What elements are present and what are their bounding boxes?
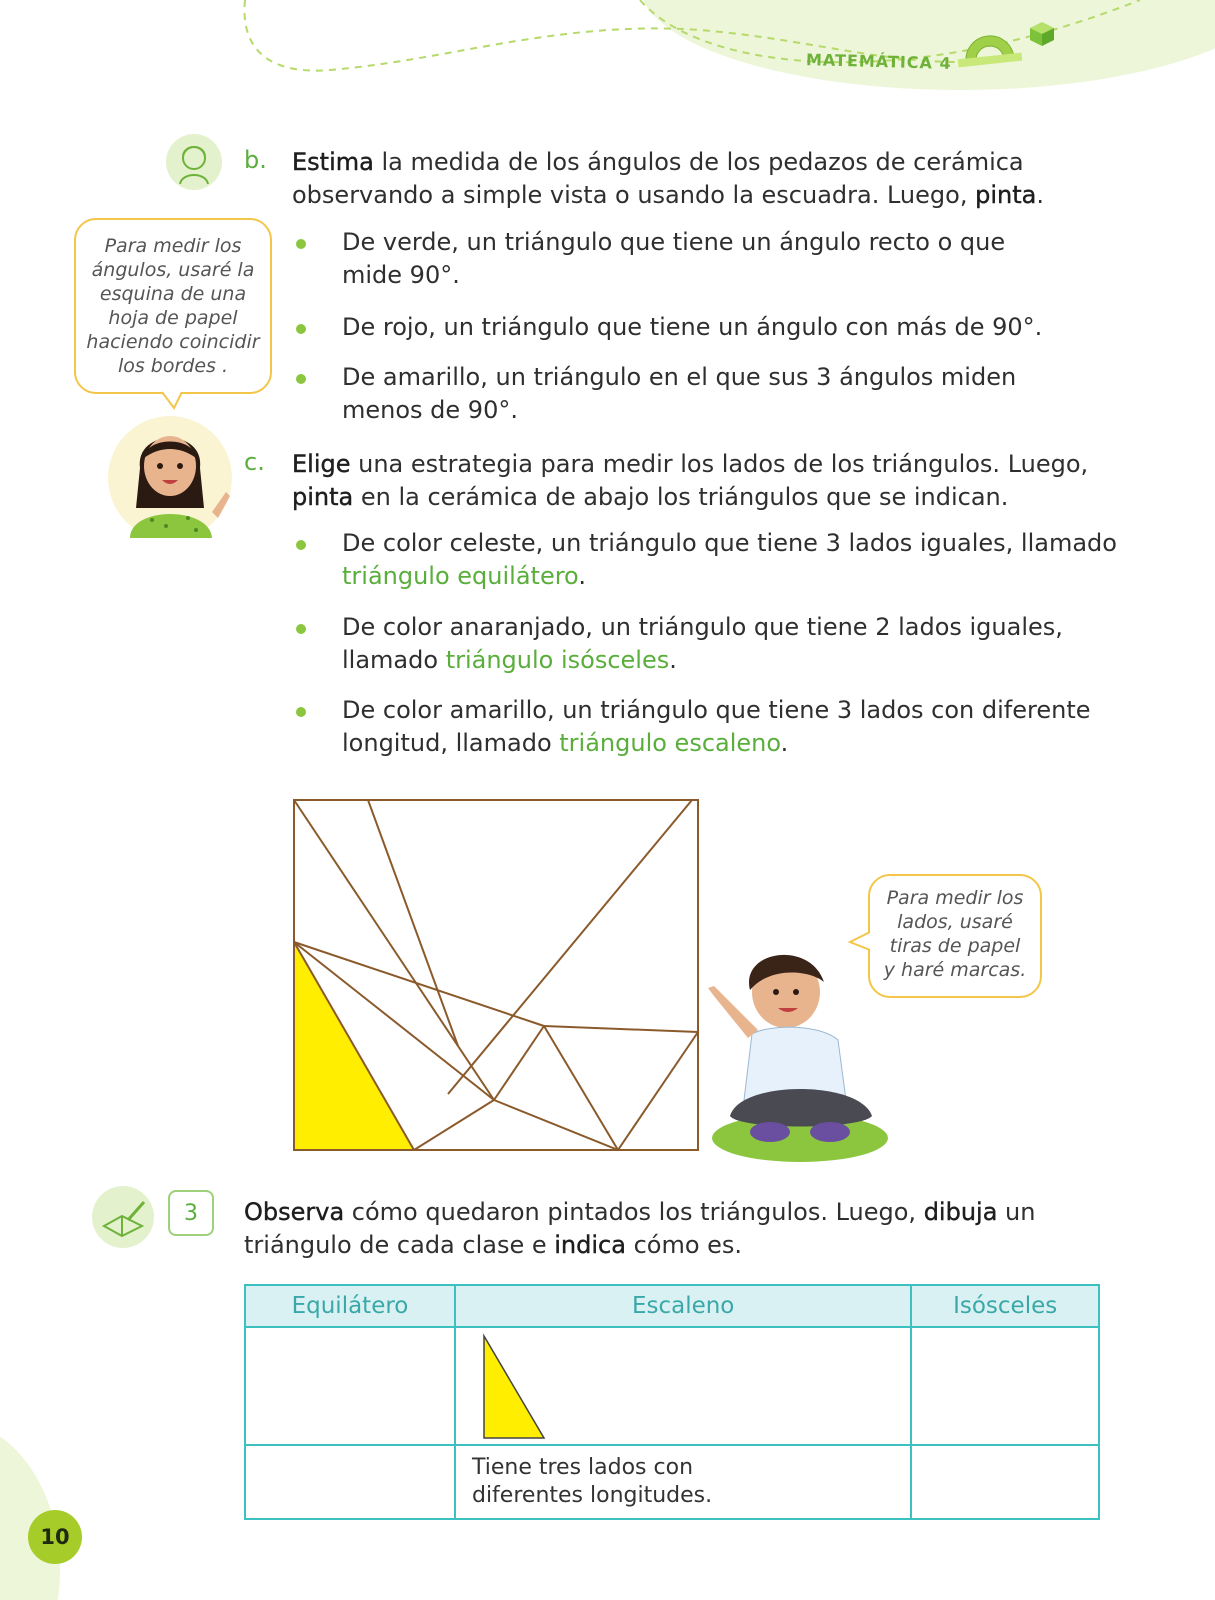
drawing-cell-equilatero[interactable] xyxy=(245,1327,455,1445)
item-b-text2: observando a simple vista o usando la escuadra. Luego, xyxy=(292,181,976,209)
activity3-text2: un xyxy=(997,1198,1036,1226)
activity3-text1: cómo quedaron pintados los triángulos. Luego, xyxy=(344,1198,924,1226)
item-c-instruction xyxy=(292,448,1092,514)
girl-speech-bubble xyxy=(74,218,272,394)
item-b-instruction xyxy=(292,146,1052,212)
bubble-line: Para medir los xyxy=(104,235,242,257)
item-c-bullet-2 xyxy=(342,611,1122,677)
item-b-text3: . xyxy=(1036,181,1044,209)
bullet-line: De verde, un triángulo que tiene un ángulo recto o que xyxy=(342,228,1006,256)
bullet-line: De color amarillo, un triángulo que tiene 3 lados con diferente xyxy=(342,696,1091,724)
item-b-verb2: pinta xyxy=(975,181,1037,209)
item-b-verb: Estima xyxy=(292,148,374,176)
item-c-letter: c. xyxy=(244,448,265,476)
bullet-post: . xyxy=(669,646,677,674)
drawing-cell-isosceles[interactable] xyxy=(911,1327,1099,1445)
bullet-dot xyxy=(296,374,306,384)
term-escaleno: triángulo escaleno xyxy=(559,729,781,757)
bullet-dot xyxy=(296,324,306,334)
scalene-triangle-drawing xyxy=(476,1332,576,1444)
activity3-verb1: Observa xyxy=(244,1198,345,1226)
bullet-post: . xyxy=(780,729,789,757)
item-b-bullet-2 xyxy=(342,311,1082,344)
bullet-line: mide 90°. xyxy=(342,261,460,289)
bullet-line: De amarillo, un triángulo en el que sus 3 ángulos miden xyxy=(342,363,1017,391)
activity3-instruction xyxy=(244,1196,1104,1262)
header-title: MATEMÁTICA 4 xyxy=(805,50,952,73)
activity-number: 3 xyxy=(168,1190,214,1236)
activity3-text4: cómo es. xyxy=(625,1231,743,1259)
item-c-text1: una estrategia para medir los lados de los triángulos. Luego, xyxy=(350,450,1089,478)
bullet-line: De color anaranjado, un triángulo que tiene 2 lados iguales, xyxy=(342,613,1063,641)
item-c-bullet-3 xyxy=(342,694,1122,760)
header-isosceles: Isósceles xyxy=(911,1285,1099,1327)
bullet-dot xyxy=(296,540,306,550)
item-c-bullet-1 xyxy=(342,527,1122,593)
bubble-line: y haré marcas. xyxy=(883,959,1027,981)
description-cell-equilatero[interactable] xyxy=(245,1445,455,1519)
item-b-bullet-1 xyxy=(342,226,1062,292)
bubble-line: ángulos, usaré la xyxy=(91,259,255,281)
bubble-line: lados, usaré xyxy=(897,911,1013,933)
bullet-dot xyxy=(296,239,306,249)
protractor-icon xyxy=(958,36,1022,67)
item-b-letter: b. xyxy=(244,146,267,174)
activity3-text3: triángulo de cada clase e xyxy=(244,1231,555,1259)
ceramic-tile-figure xyxy=(288,794,702,1160)
boy-illustration xyxy=(700,930,900,1180)
item-c-text2: en la cerámica de abajo los triángulos que se indican. xyxy=(353,483,1009,511)
bubble-line: esquina de una xyxy=(99,283,247,305)
drawing-cell-escaleno xyxy=(455,1327,911,1445)
description-cell-escaleno xyxy=(455,1445,911,1519)
girl-illustration xyxy=(100,408,250,538)
triangle-types-table xyxy=(244,1284,1100,1520)
header-dashed-lines xyxy=(0,0,1215,110)
header-equilatero: Equilátero xyxy=(245,1285,455,1327)
bullet-pre: llamado xyxy=(342,646,446,674)
term-equilatero: triángulo equilátero xyxy=(342,562,579,590)
bubble-line: los bordes . xyxy=(117,355,229,377)
bullet-pre: longitud, llamado xyxy=(342,729,560,757)
description-cell-isosceles[interactable] xyxy=(911,1445,1099,1519)
bullet-post: . xyxy=(578,562,586,590)
item-b-text1: la medida de los ángulos de los pedazos de cerámica xyxy=(373,148,1024,176)
bubble-line: hoja de papel xyxy=(108,307,238,329)
activity3-verb3: indica xyxy=(554,1231,626,1259)
description-line: diferentes longitudes. xyxy=(471,1483,713,1508)
item-b-bullet-3 xyxy=(342,361,1062,427)
bubble-line: Para medir los xyxy=(886,887,1024,909)
header-escaleno: Escaleno xyxy=(455,1285,911,1327)
bullet-dot xyxy=(296,707,306,717)
term-isosceles: triángulo isósceles xyxy=(445,646,670,674)
activity3-verb2: dibuja xyxy=(923,1198,998,1226)
bullet-line: De color celeste, un triángulo que tiene 3 lados iguales, llamado xyxy=(342,529,1117,557)
bubble-line: haciendo coincidir xyxy=(86,331,260,353)
bullet-line: menos de 90°. xyxy=(342,396,518,424)
item-c-verb2: pinta xyxy=(292,483,354,511)
page-number: 10 xyxy=(28,1510,82,1564)
description-line: Tiene tres lados con xyxy=(471,1455,694,1480)
writing-activity-icon xyxy=(92,1186,154,1248)
bullet-line: De rojo, un triángulo que tiene un ángulo con más de 90°. xyxy=(342,313,1043,341)
teacher-icon xyxy=(166,134,222,190)
item-c-verb: Elige xyxy=(292,450,351,478)
cube-icon xyxy=(1030,22,1054,46)
bubble-line: tiras de papel xyxy=(889,935,1021,957)
bullet-dot xyxy=(296,624,306,634)
